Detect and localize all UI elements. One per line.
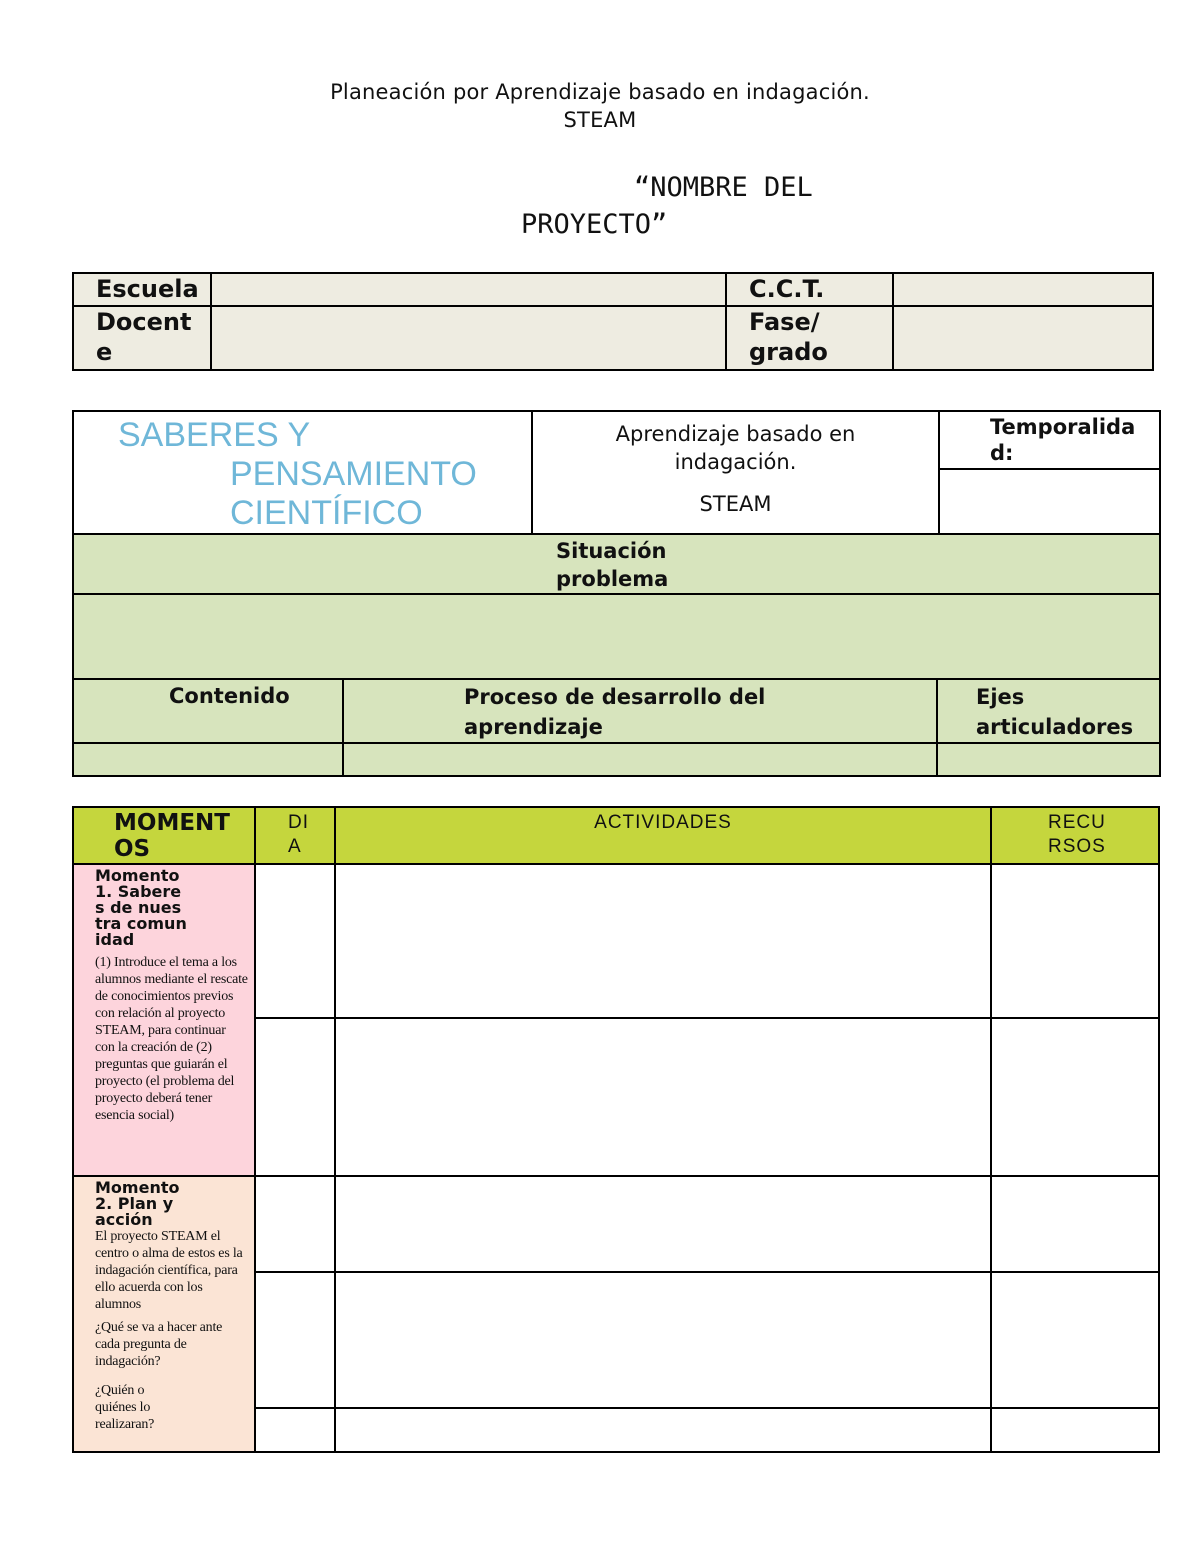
recursos-header: RECURSOS <box>991 807 1159 864</box>
momento-1-description: (1) Introduce el tema a los alumnos mediante el rescate de conocimientos previos con relación al proyecto STEAM, para continuar con la creación de (2) preguntas que guiarán el proyecto (el problema del proyecto deberá tener esencia social) <box>95 955 248 1123</box>
proceso-line2: aprendizaje <box>464 715 603 739</box>
escuela-label: Escuela <box>73 273 211 306</box>
momentos-header: MOMENTOS <box>73 807 255 864</box>
momento-2-title: Momento 2. Plan y acción <box>95 1178 180 1229</box>
grado-label: grado <box>749 338 828 366</box>
saberes-table <box>72 410 1161 777</box>
docente-label: Docente <box>73 306 211 370</box>
temporalidad-label: Temporalidad: <box>939 411 1160 469</box>
ejes-line1: Ejes <box>976 685 1025 709</box>
m1-recursos-1[interactable] <box>991 864 1159 1018</box>
m2-recursos-1[interactable] <box>991 1176 1159 1272</box>
m2-recursos-3[interactable] <box>991 1408 1159 1452</box>
cct-label: C.C.T. <box>726 273 893 306</box>
steam-label: STEAM <box>699 492 772 516</box>
m2-dia-2[interactable] <box>255 1272 335 1408</box>
info-table <box>72 272 1154 371</box>
ejes-field[interactable] <box>937 743 1160 776</box>
fase-grado-field[interactable] <box>893 306 1153 370</box>
docente-field[interactable] <box>211 306 726 370</box>
aprendizaje-line1: Aprendizaje basado en <box>615 422 856 446</box>
ejes-line2: articuladores <box>976 715 1134 739</box>
fase-grado-label <box>726 306 893 370</box>
fase-label: Fase/ <box>749 308 820 336</box>
dia-header: DIA <box>255 807 335 864</box>
project-name-line2: PROYECTO” <box>521 209 668 240</box>
momentos-table <box>72 806 1160 1453</box>
situacion-line1: Situación <box>556 539 667 563</box>
m2-actividad-3[interactable] <box>335 1408 991 1452</box>
ejes-header <box>937 679 1160 743</box>
saberes-line3: CIENTÍFICO <box>230 494 423 532</box>
momento-1-title: Momento 1. Saberes de nuestra comunidad <box>95 866 187 949</box>
m2-recursos-2[interactable] <box>991 1272 1159 1408</box>
situacion-problema-header <box>73 534 1160 594</box>
m1-dia-1[interactable] <box>255 864 335 1018</box>
situacion-line2: problema <box>556 567 669 591</box>
contenido-field[interactable] <box>73 743 343 776</box>
actividades-header <box>335 807 991 864</box>
document-subtitle: STEAM <box>563 108 637 132</box>
momento-2-question-2: ¿Quién o quiénes lo realizaran? <box>95 1383 155 1432</box>
m2-actividad-1[interactable] <box>335 1176 991 1272</box>
escuela-field[interactable] <box>211 273 726 306</box>
m1-actividad-1[interactable] <box>335 864 991 1018</box>
proceso-header <box>343 679 937 743</box>
actividades-header-text: ACTIVIDADES <box>594 812 732 833</box>
momento-1-cell <box>73 864 255 1176</box>
cct-field[interactable] <box>893 273 1153 306</box>
aprendizaje-line2: indagación. <box>674 450 797 474</box>
proceso-line1: Proceso de desarrollo del <box>464 685 766 709</box>
metodologia-cell <box>532 411 939 534</box>
project-name-line1: “NOMBRE DEL <box>634 172 813 203</box>
momento-2-question-1: ¿Qué se va a hacer ante cada pregunta de indagación? <box>95 1320 223 1369</box>
saberes-line1: SABERES Y <box>118 416 311 454</box>
contenido-header: Contenido <box>73 679 343 743</box>
proceso-field[interactable] <box>343 743 937 776</box>
m2-actividad-2[interactable] <box>335 1272 991 1408</box>
m1-actividad-2[interactable] <box>335 1018 991 1176</box>
campo-formativo-cell <box>73 411 532 534</box>
momento-2-description: El proyecto STEAM el centro o alma de estos es la indagación científica, para ello acuerda con los alumnos <box>95 1229 243 1312</box>
saberes-line2: PENSAMIENTO <box>230 455 477 493</box>
momento-2-cell <box>73 1176 255 1452</box>
m1-recursos-2[interactable] <box>991 1018 1159 1176</box>
m2-dia-1[interactable] <box>255 1176 335 1272</box>
m1-dia-2[interactable] <box>255 1018 335 1176</box>
temporalidad-field[interactable] <box>939 469 1160 534</box>
situacion-problema-field[interactable] <box>73 594 1160 679</box>
m2-dia-3[interactable] <box>255 1408 335 1452</box>
document-title: Planeación por Aprendizaje basado en indagación. <box>330 80 870 104</box>
